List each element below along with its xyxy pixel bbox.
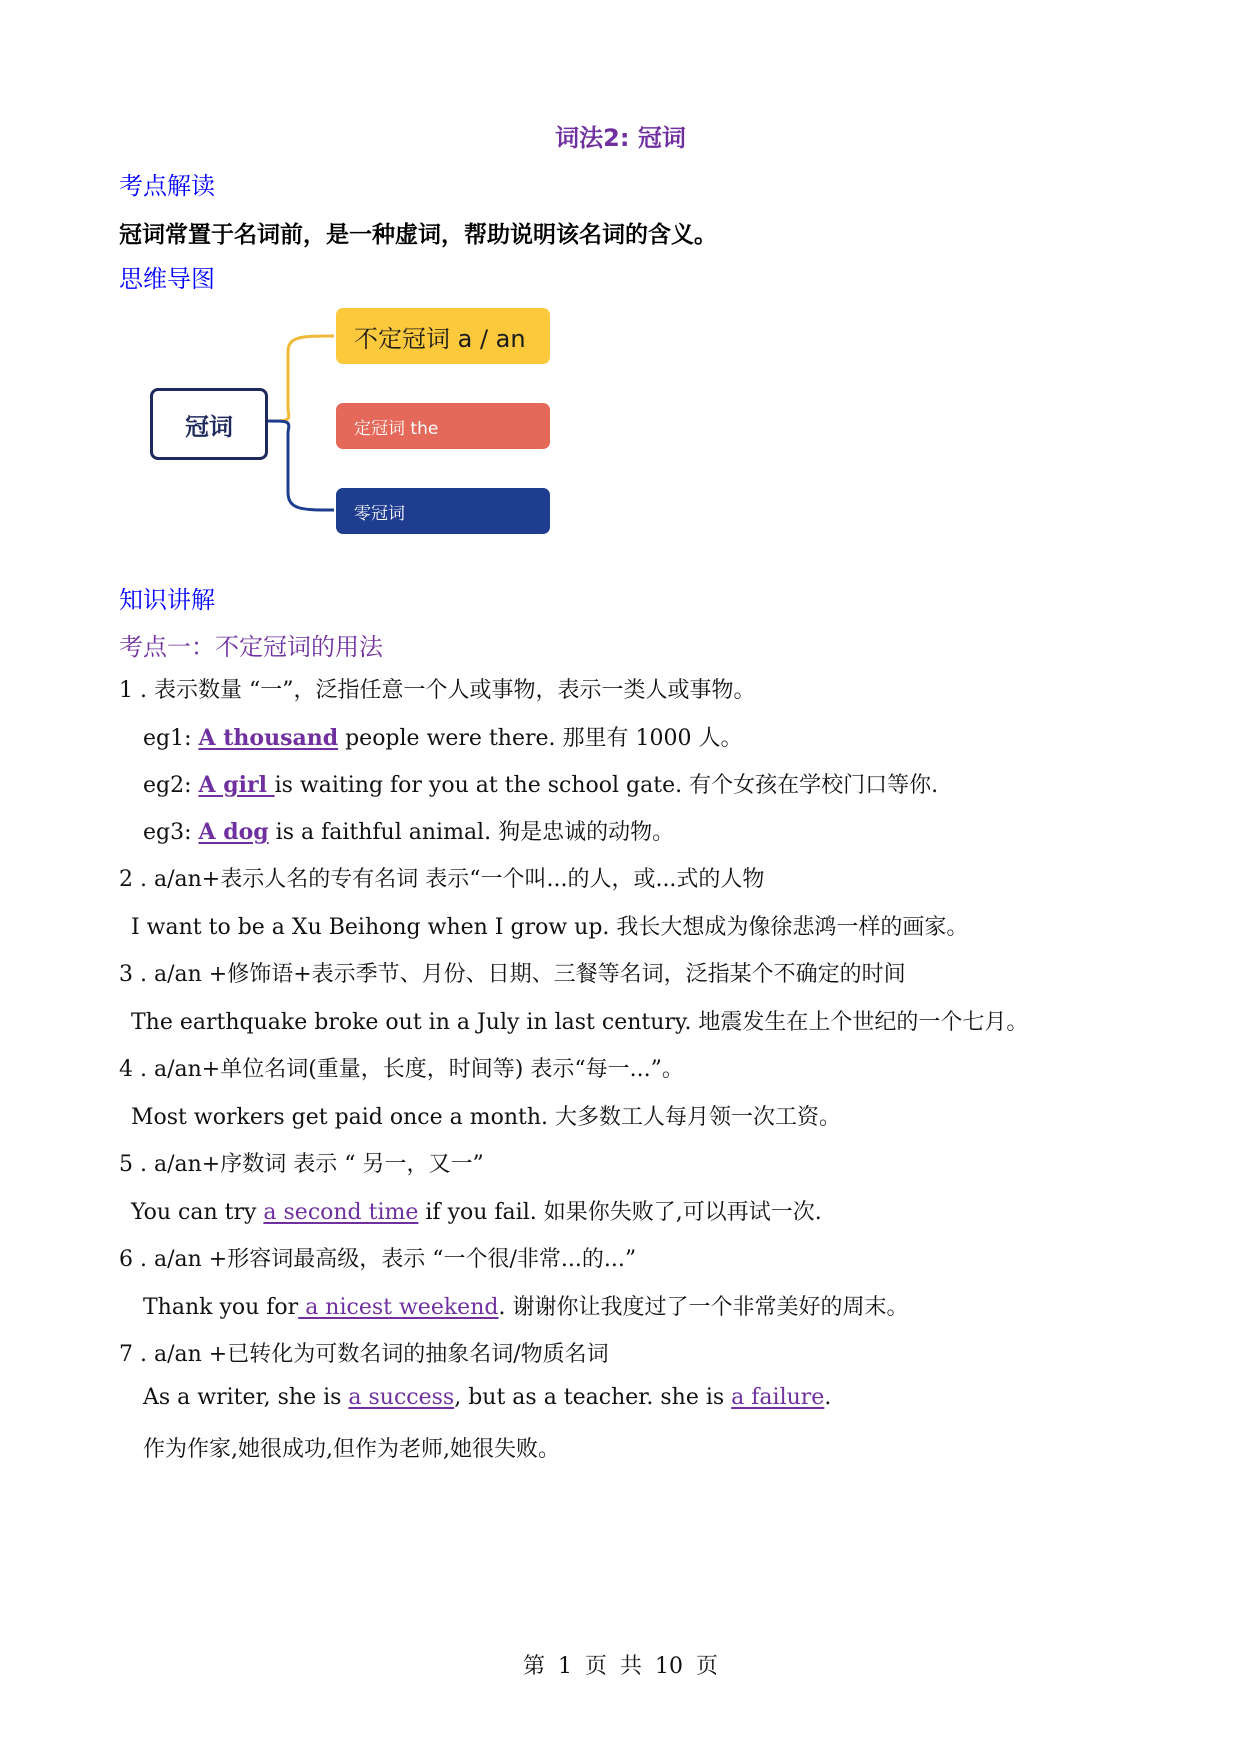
item7-translation: 作为作家,她很成功,但作为老师,她很失败。 [143, 1437, 560, 1462]
example-label: eg2: [143, 773, 199, 798]
example-highlight: a nicest weekend [298, 1295, 499, 1320]
example-highlight: a second time [263, 1200, 419, 1225]
page-footer: 第 1 页 共 10 页 [523, 1654, 718, 1679]
example-label: eg1: [143, 726, 199, 751]
item2-head: 2 . a/an+表示人名的专有名词 表示“一个叫...的人，或...式的人物 [119, 867, 765, 892]
item5-example [131, 1195, 822, 1226]
item7-example [143, 1385, 831, 1410]
example-highlight: A dog [198, 819, 269, 845]
example-highlight: A girl [198, 772, 275, 798]
example-text: is a faithful animal. 狗是忠诚的动物。 [268, 820, 675, 845]
example-text: . 谢谢你让我度过了一个非常美好的周末。 [498, 1295, 909, 1320]
mind-map-root: 冠词 [150, 388, 268, 460]
page-title: 词法2: 冠词 [555, 124, 686, 152]
item4-head: 4 . a/an+单位名词(重量，长度，时间等) 表示“每一...”。 [119, 1057, 684, 1082]
example-highlight: a success [348, 1385, 455, 1410]
section-exam-points: 考点解读 [119, 172, 215, 200]
mind-map-branch-indefinite: 不定冠词 a / an [336, 308, 550, 364]
intro-text: 冠词常置于名词前，是一种虚词，帮助说明该名词的含义。 [119, 222, 717, 248]
item7-head: 7 . a/an +已转化为可数名词的抽象名词/物质名词 [119, 1342, 609, 1367]
example-text: , but as a teacher. she is [454, 1385, 732, 1410]
item2-example: I want to be a Xu Beihong when I grow up. 我长大想成为像徐悲鸿一样的画家。 [131, 915, 969, 940]
example-highlight: A thousand [198, 725, 339, 751]
item1-example3 [143, 815, 674, 846]
example-label: eg3: [143, 820, 199, 845]
example-text: Thank you for [143, 1295, 299, 1320]
item4-example: Most workers get paid once a month. 大多数工人每月领一次工资。 [131, 1105, 842, 1130]
item3-head: 3 . a/an +修饰语+表示季节、月份、日期、三餐等名词，泛指某个不确定的时间 [119, 962, 906, 987]
item1-head: 1 . 表示数量 “一”，泛指任意一个人或事物，表示一类人或事物。 [119, 678, 756, 703]
example-text: . [824, 1385, 832, 1410]
section-mindmap: 思维导图 [119, 265, 215, 293]
item3-example: The earthquake broke out in a July in last century. 地震发生在上个世纪的一个七月。 [131, 1010, 1029, 1035]
item5-head: 5 . a/an+序数词 表示 “ 另一，又一” [119, 1152, 484, 1177]
example-text: is waiting for you at the school gate. 有个女孩在学校门口等你. [274, 773, 939, 798]
mind-map-branch-definite: 定冠词 the [336, 403, 550, 449]
example-highlight: a failure [731, 1385, 825, 1410]
mind-map-branch-zero: 零冠词 [336, 488, 550, 534]
example-text: As a writer, she is [143, 1385, 349, 1410]
example-text: You can try [131, 1200, 264, 1225]
item1-example1 [143, 721, 742, 752]
example-text: if you fail. 如果你失败了,可以再试一次. [418, 1200, 822, 1225]
mind-map [140, 300, 560, 540]
item1-example2 [143, 768, 938, 799]
item6-head: 6 . a/an +形容词最高级，表示 “一个很/非常...的...” [119, 1247, 637, 1272]
item6-example [143, 1290, 908, 1321]
section-knowledge: 知识讲解 [119, 586, 215, 614]
example-text: people were there. 那里有 1000 人。 [338, 726, 743, 751]
point1-title: 考点一：不定冠词的用法 [119, 633, 383, 661]
